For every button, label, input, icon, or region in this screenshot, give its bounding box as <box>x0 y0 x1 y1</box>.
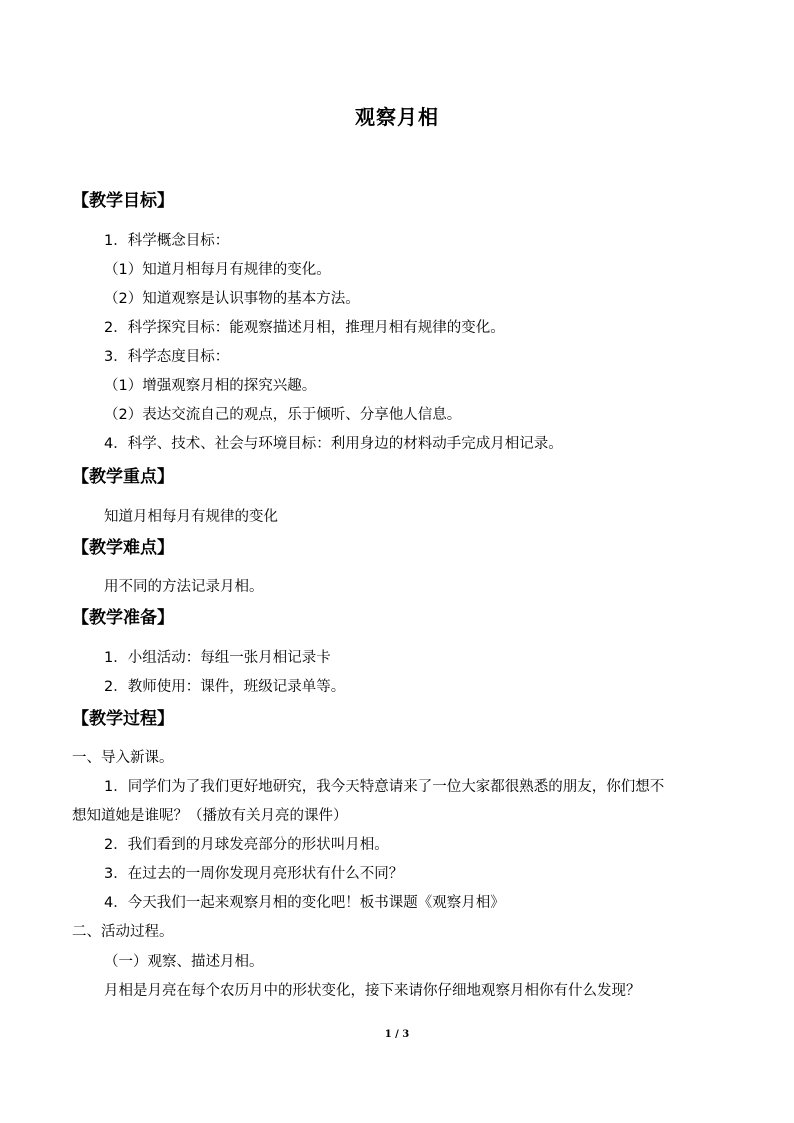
objectives-line: 1．科学概念目标： <box>104 233 230 249</box>
process-part1-title: 一、导入新课。 <box>72 750 174 766</box>
difficulties-line: 用不同的方法记录月相。 <box>104 579 264 595</box>
preparation-heading: 【教学准备】 <box>72 608 174 628</box>
objectives-line: （2）表达交流自己的观点，乐于倾听、分享他人信息。 <box>104 407 462 423</box>
preparation-line: 2．教师使用：课件，班级记录单等。 <box>104 679 346 695</box>
objectives-line: 2．科学探究目标：能观察描述月相，推理月相有规律的变化。 <box>104 320 505 336</box>
page-number: 1 / 3 <box>384 1029 410 1040</box>
preparation-line: 1．小组活动：每组一张月相记录卡 <box>104 650 331 666</box>
objectives-line: （1）知道月相每月有规律的变化。 <box>104 262 331 278</box>
process-part2-subtitle: （一）观察、描述月相。 <box>104 954 264 970</box>
objectives-line: （1）增强观察月相的探究兴趣。 <box>104 378 317 394</box>
difficulties-heading: 【教学难点】 <box>72 538 174 558</box>
document-title: 观察月相 <box>355 105 439 129</box>
objectives-line: （2）知道观察是认识事物的基本方法。 <box>104 291 360 307</box>
process-part1-line: 2．我们看到的月球发亮部分的形状叫月相。 <box>104 837 389 853</box>
process-part2-line: 月相是月亮在每个农历月中的形状变化，接下来请你仔细地观察月相你有什么发现？ <box>104 983 641 999</box>
process-part1-line: 3．在过去的一周你发现月亮形状有什么不同？ <box>104 866 404 882</box>
process-part2-title: 二、活动过程。 <box>72 924 174 940</box>
process-part1-line: 想知道她是谁呢？（播放有关月亮的课件） <box>72 808 348 824</box>
objectives-line: 4．科学、技术、社会与环境目标：利用身边的材料动手完成月相记录。 <box>104 436 563 452</box>
key-points-heading: 【教学重点】 <box>72 467 174 487</box>
process-heading: 【教学过程】 <box>72 709 174 729</box>
objectives-line: 3．科学态度目标： <box>104 349 230 365</box>
process-part1-line: 4．今天我们一起来观察月相的变化吧！板书课题《观察月相》 <box>104 895 505 911</box>
objectives-heading: 【教学目标】 <box>72 191 174 211</box>
key-points-line: 知道月相每月有规律的变化 <box>104 509 278 525</box>
process-part1-line: 1．同学们为了我们更好地研究，我今天特意请来了一位大家都很熟悉的朋友，你们想不 <box>104 779 665 795</box>
